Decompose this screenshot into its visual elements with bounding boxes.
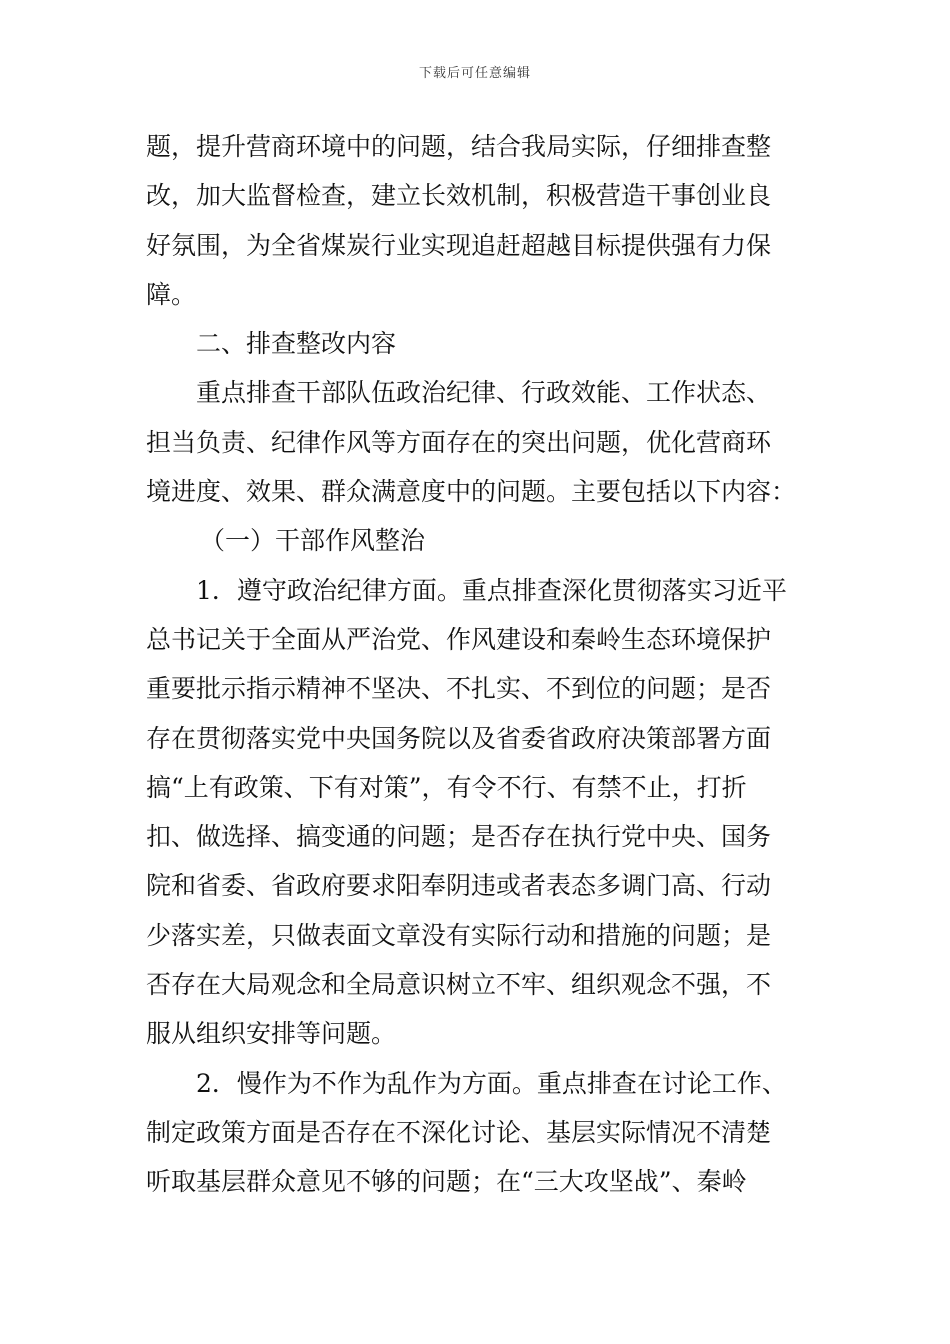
text-line: 听取基层群众意见不够的问题；在“三大攻坚战”、秦岭 [146,1167,747,1197]
text-line: 好氛围，为全省煤炭行业实现追赶超越目标提供强有力保 [146,230,772,260]
text-line: 担当负责、纪律作风等方面存在的突出问题，优化营商环 [146,427,772,457]
text-line: 重要批示指示精神不坚决、不扎实、不到位的问题；是否 [146,674,772,704]
paragraph-start-line: 2．慢作为不作为乱作为方面。重点排查在讨论工作、 [196,1068,787,1098]
text-line: 否存在大局观念和全局意识树立不牢、组织观念不强，不 [146,970,772,1000]
text-line: 障。 [146,279,197,309]
subsection-heading: （一）干部作风整治 [200,526,426,556]
text-line: 搞“上有政策、下有对策”，有令不行、有禁不止，打折 [146,772,747,802]
header-note: 下载后可任意编辑 [418,66,531,81]
text-line: 境进度、效果、群众满意度中的问题。主要包括以下内容： [146,477,797,507]
paragraph-start-line: 1．遵守政治纪律方面。重点排查深化贯彻落实习近平 [196,575,787,605]
document-body [146,122,816,1207]
section-heading: 二、排查整改内容 [196,329,397,359]
text-line: 院和省委、省政府要求阳奉阴违或者表态多调门高、行动 [146,871,772,901]
paragraph-start-line: 重点排查干部队伍政治纪律、行政效能、工作状态、 [196,378,772,408]
text-line: 总书记关于全面从严治党、作风建设和秦岭生态环境保护 [146,624,772,654]
text-line: 制定政策方面是否存在不深化讨论、基层实际情况不清楚 [146,1117,772,1147]
text-line: 题，提升营商环境中的问题，结合我局实际，仔细排查整 [146,132,772,161]
text-line: 存在贯彻落实党中央国务院以及省委省政府决策部署方面 [146,723,772,753]
text-line: 少落实差，只做表面文章没有实际行动和措施的问题；是 [146,920,772,950]
text-line: 服从组织安排等问题。 [146,1019,397,1049]
text-line: 改，加大监督检查，建立长效机制，积极营造干事创业良 [146,181,772,211]
text-line: 扣、做选择、搞变通的问题；是否存在执行党中央、国务 [146,822,772,852]
